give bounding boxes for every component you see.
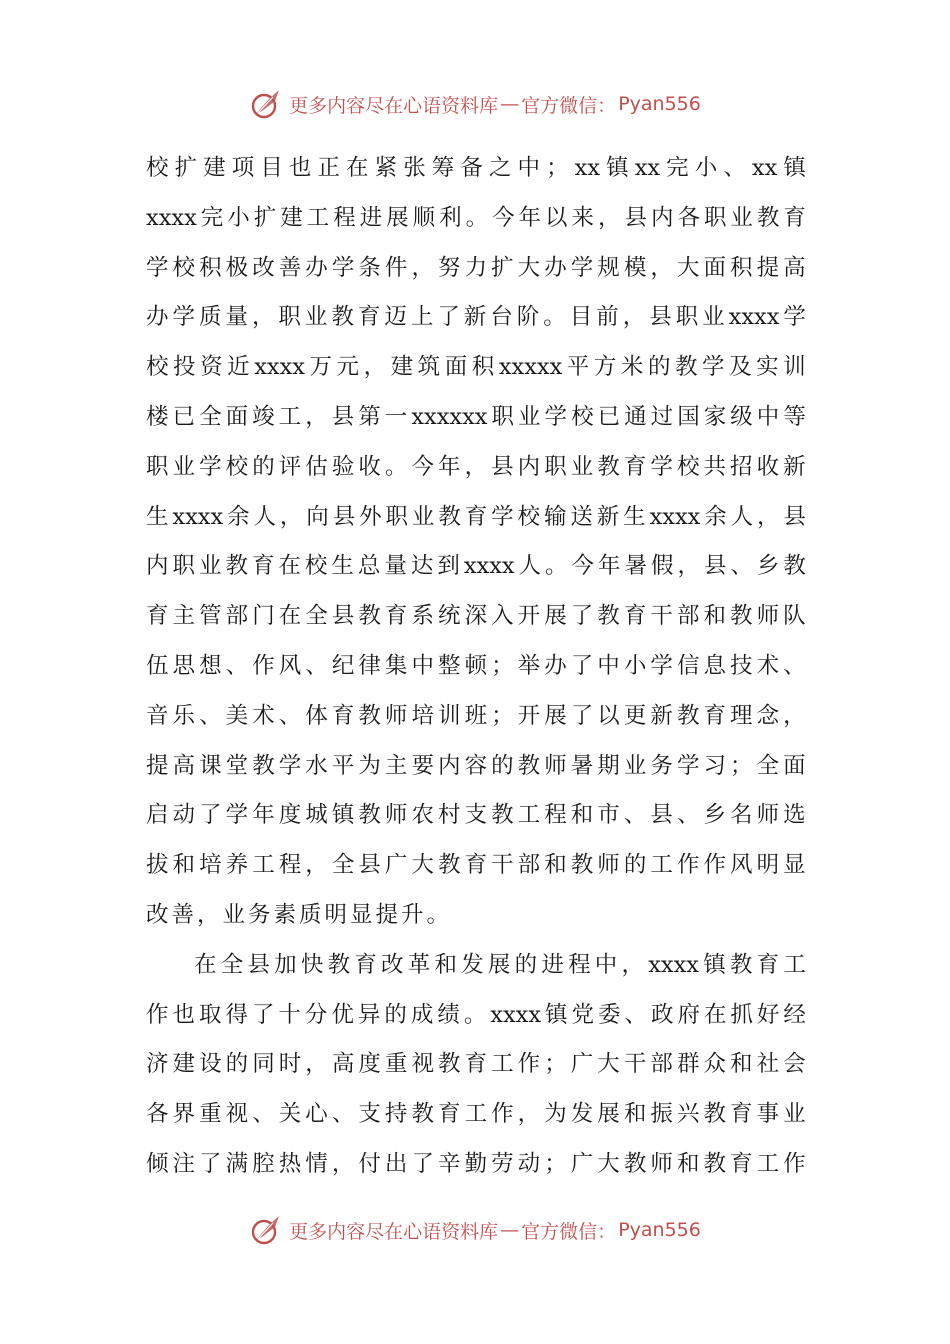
- text-line: 学 校 积 极 改 善 办 学 条 件 ， 努 力 扩 大 办 学 规 模 ， 大 面 积 提 高: [146, 254, 806, 281]
- quill-pen-logo-icon: [249, 1213, 283, 1247]
- text-line: 拔 和 培 养 工 程 ， 全 县 广 大 教 育 干 部 和 教 师 的 工 作 作 风 明 显: [146, 852, 806, 879]
- footer-banner: [0, 1210, 950, 1250]
- text-line: 职 业 学 校 的 评 估 验 收 。 今 年 ， 县 内 职 业 教 育 学 校 共 招 收 新: [146, 453, 806, 480]
- footer-dash: —: [500, 1219, 520, 1241]
- header-banner: [0, 84, 950, 124]
- text-line: 音 乐 、 美 术 、 体 育 教 师 培 训 班 ； 开 展 了 以 更 新 教 育 理 念 ，: [146, 702, 806, 729]
- text-line: 启 动 了 学 年 度 城 镇 教 师 农 村 支 教 工 程 和 市 、 县 、 乡 名 师 选: [146, 802, 806, 829]
- text-line: 济 建 设 的 同 时 ， 高 度 重 视 教 育 工 作 ； 广 大 干 部 群 众 和 社 会: [146, 1051, 806, 1078]
- footer-brand-text: 更多内容尽在心语资料库: [289, 1220, 499, 1243]
- text-line: 生 xxxx 余 人 ， 向 县 外 职 业 教 育 学 校 输 送 新 生 xxxx 余 人 ， 县: [146, 503, 806, 530]
- text-line-paragraph-end: 改善，业务素质明显提升。: [146, 901, 453, 928]
- text-line: 伍 思 想 、 作 风 、 纪 律 集 中 整 顿 ； 举 办 了 中 小 学 信 息 技 术 、: [146, 652, 806, 679]
- text-line: 育 主 管 部 门 在 全 县 教 育 系 统 深 入 开 展 了 教 育 干 部 和 教 师 队: [146, 603, 806, 630]
- footer-wechat-label: 官方微信：: [521, 1220, 617, 1243]
- text-line: 楼 已 全 面 竣 工 ， 县 第 一 xxxxxx 职 业 学 校 已 通 过 国 家 级 中 等: [146, 403, 806, 430]
- document-body: [146, 144, 806, 1190]
- text-line: xxxx 完 小 扩 建 工 程 进 展 顺 利 。 今 年 以 来 ， 县 内 各 职 业 教 育: [146, 204, 806, 231]
- text-line: 校 投 资 近 xxxx 万 元 ， 建 筑 面 积 xxxxx 平 方 米 的 教 学 及 实 训: [146, 354, 806, 381]
- header-wechat-label: 官方微信：: [521, 94, 617, 117]
- header-wechat-id: Pyan556: [618, 93, 701, 115]
- header-brand-text: 更多内容尽在心语资料库: [289, 94, 499, 117]
- text-line: 校 扩 建 项 目 也 正 在 紧 张 筹 备 之 中 ； xx 镇 xx 完 小 、 xx 镇: [146, 155, 806, 181]
- text-line: 各 界 重 视 、 关 心 、 支 持 教 育 工 作 ， 为 发 展 和 振 兴 教 育 事 业: [146, 1101, 806, 1128]
- text-line: 提 高 课 堂 教 学 水 平 为 主 要 内 容 的 教 师 暑 期 业 务 学 习 ； 全 面: [146, 752, 806, 779]
- text-line-paragraph-start: 在 全 县 加 快 教 育 改 革 和 发 展 的 进 程 中 ， xxxx 镇 教 育 工: [194, 951, 806, 978]
- header-dash: —: [500, 93, 520, 115]
- text-line: 办 学 质 量 ， 职 业 教 育 迈 上 了 新 台 阶 。 目 前 ， 县 职 业 xxxx 学: [146, 304, 806, 331]
- text-line: 内 职 业 教 育 在 校 生 总 量 达 到 xxxx 人 。 今 年 暑 假 ， 县 、 乡 教: [146, 553, 806, 580]
- text-line: 倾 注 了 满 腔 热 情 ， 付 出 了 辛 勤 劳 动 ； 广 大 教 师 和 教 育 工 作: [146, 1150, 806, 1177]
- text-line: 作 也 取 得 了 十 分 优 异 的 成 绩 。 xxxx 镇 党 委 、 政 府 在 抓 好 经: [146, 1001, 806, 1028]
- footer-wechat-id: Pyan556: [618, 1219, 701, 1241]
- quill-pen-logo-icon: [249, 87, 283, 121]
